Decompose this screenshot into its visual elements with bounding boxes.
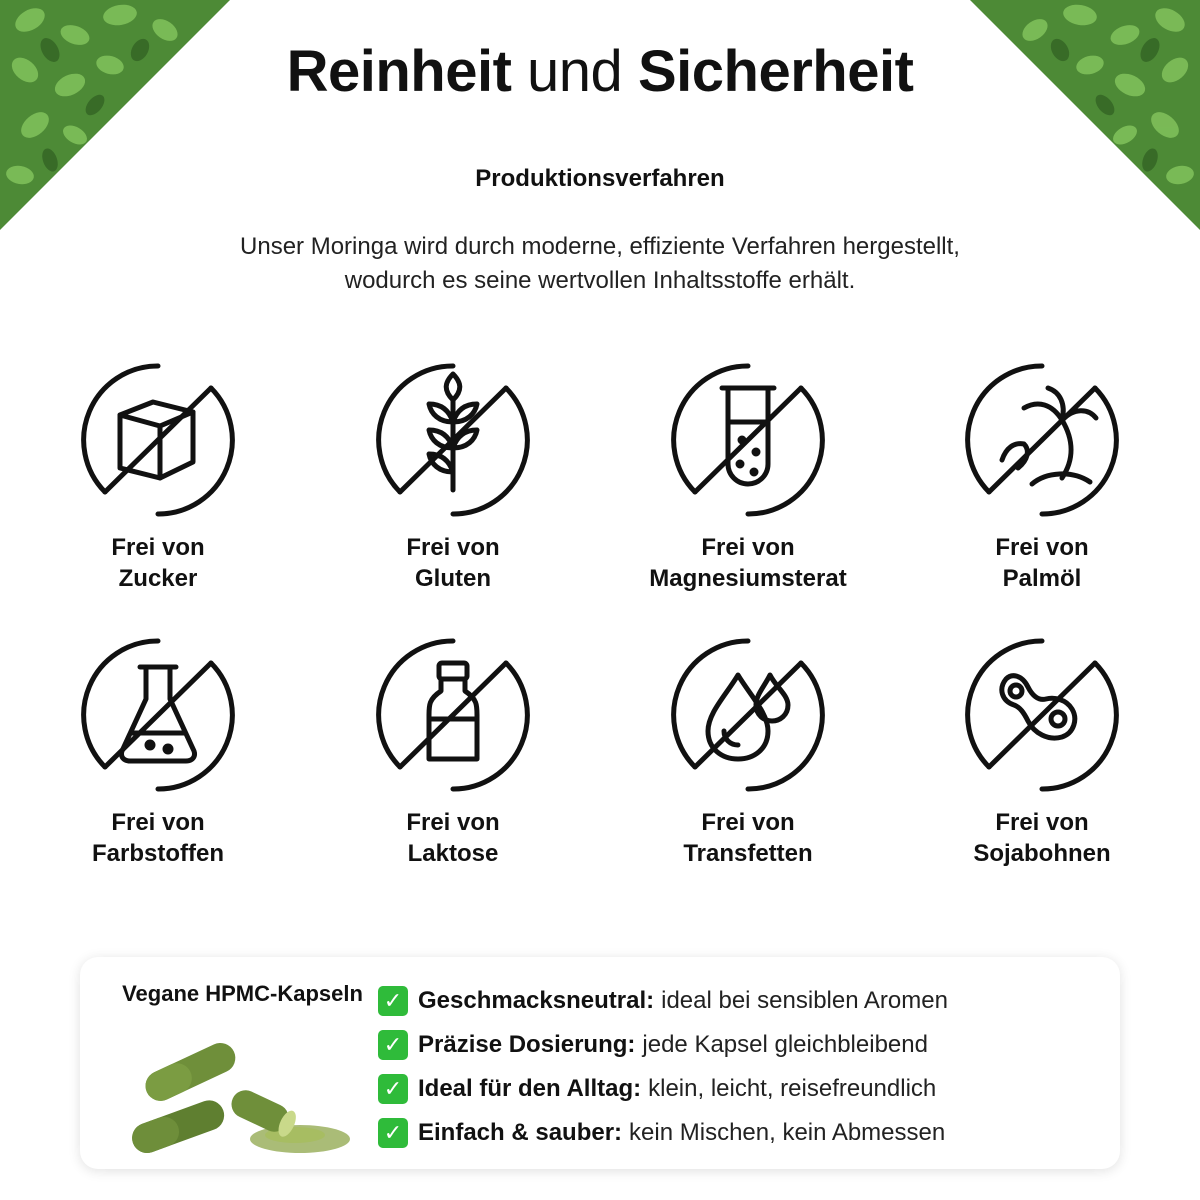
benefit-item	[378, 1111, 1098, 1155]
oil-drops-icon	[668, 635, 828, 795]
feature-palm-oil-free	[912, 360, 1172, 594]
benefit-title: Ideal für den Alltag:	[418, 1075, 642, 1102]
check-mark-icon: ✓	[378, 986, 408, 1016]
test-tube-icon	[668, 360, 828, 520]
benefit-title: Präzise Dosierung:	[418, 1031, 636, 1058]
capsules-image	[120, 1031, 370, 1166]
feature-label-line1: Frei von	[406, 534, 500, 561]
milk-bottle-icon	[373, 635, 533, 795]
section-description: Unser Moringa wird durch moderne, effiziente Verfahren hergestellt, wodurch es seine wertvollen Inhaltsstoffe erhält.	[240, 233, 960, 294]
check-mark-icon: ✓	[378, 1118, 408, 1148]
feature-label-line2: Farbstoffen	[92, 840, 224, 867]
benefit-title: Einfach & sauber:	[418, 1119, 623, 1146]
feature-label-line2: Sojabohnen	[973, 840, 1111, 867]
benefit-text: kein Mischen, kein Abmessen	[629, 1119, 946, 1146]
feature-dye-free	[28, 635, 288, 869]
moringa-leaves-image	[970, 0, 1200, 230]
feature-gluten-free	[323, 360, 583, 594]
soybean-icon	[962, 635, 1122, 795]
check-mark-icon: ✓	[378, 1074, 408, 1104]
feature-label-line2: Transfetten	[683, 840, 813, 867]
benefit-text: ideal bei sensiblen Aromen	[661, 987, 948, 1014]
moringa-leaves-image	[0, 0, 230, 230]
check-mark-icon: ✓	[378, 1030, 408, 1060]
benefit-item	[378, 1023, 1098, 1067]
feature-trans-fat-free	[618, 635, 878, 869]
feature-soy-free	[912, 635, 1172, 869]
feature-label-line1: Frei von	[111, 534, 205, 561]
feature-label-line1: Frei von	[995, 809, 1089, 836]
capsule-title: Vegane HPMC-Kapseln	[122, 981, 363, 1006]
feature-label-line2: Zucker	[118, 565, 198, 592]
benefit-text: jede Kapsel gleichbleibend	[642, 1031, 928, 1058]
page-title	[0, 38, 1200, 105]
sugar-cube-icon	[78, 360, 238, 520]
palm-tree-icon	[962, 360, 1122, 520]
feature-lactose-free	[323, 635, 583, 869]
benefits-list	[378, 979, 1098, 1155]
feature-label-line1: Frei von	[111, 809, 205, 836]
flask-icon	[78, 635, 238, 795]
section-subtitle: Produktionsverfahren	[475, 165, 725, 192]
capsule-info-card	[80, 957, 1120, 1169]
feature-sugar-free	[28, 360, 288, 594]
feature-label-line2: Magnesiumsterat	[649, 565, 847, 592]
feature-magnesium-stearate-free	[618, 360, 878, 594]
feature-label-line2: Palmöl	[1002, 565, 1082, 592]
feature-label-line1: Frei von	[406, 809, 500, 836]
feature-label-line2: Gluten	[415, 565, 491, 592]
benefit-item	[378, 1067, 1098, 1111]
feature-label-line1: Frei von	[701, 809, 795, 836]
feature-label-line1: Frei von	[701, 534, 795, 561]
title-part-2: und	[527, 39, 623, 104]
leaf-corner-right	[970, 0, 1200, 230]
benefit-title: Geschmacksneutral:	[418, 987, 655, 1014]
feature-label-line2: Laktose	[407, 840, 499, 867]
leaf-corner-left	[0, 0, 230, 230]
title-part-3: Sicherheit	[637, 39, 914, 104]
benefit-text: klein, leicht, reisefreundlich	[648, 1075, 937, 1102]
benefit-item	[378, 979, 1098, 1023]
feature-label-line1: Frei von	[995, 534, 1089, 561]
title-part-1: Reinheit	[286, 39, 512, 104]
wheat-icon	[373, 360, 533, 520]
